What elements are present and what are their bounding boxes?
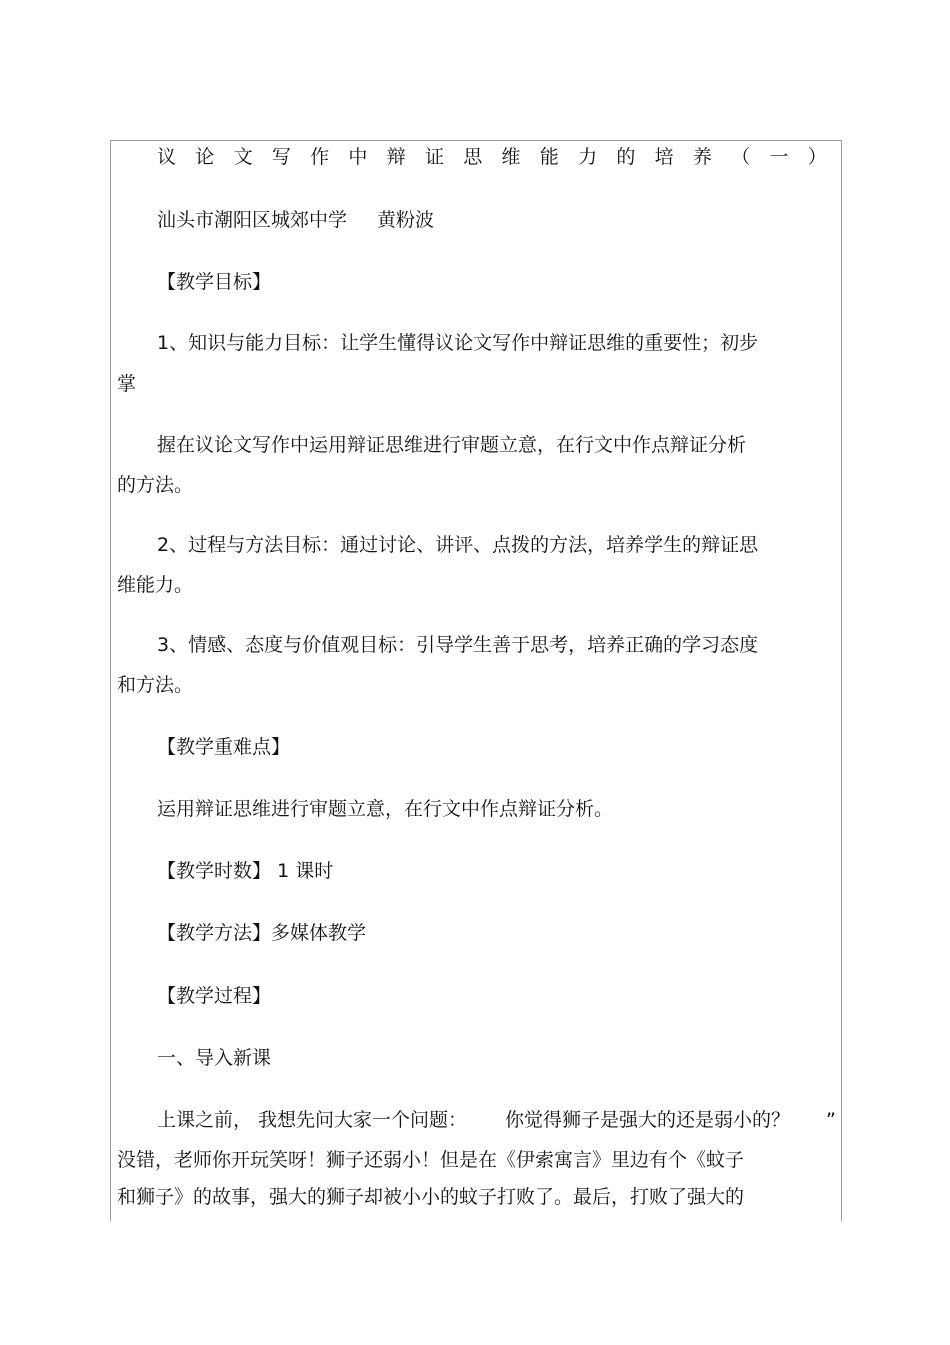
goal1-line2: 掌 [117,373,137,395]
goal1-line3: 握在议论文写作中运用辩证思维进行审题立意，在行文中作点辩证分析 [157,434,747,456]
title-char: 的 [616,146,636,168]
title-char: 辩 [386,146,406,168]
heading-teaching-process: 【教学过程】 [157,985,272,1007]
para1-question: 你觉得狮子是强大的还是弱小的？ [505,1109,791,1131]
teaching-hours-line [157,859,333,883]
para1-line1-start: 上课之前， 我想先问大家一个问题： [157,1109,468,1131]
title-char: （ [731,146,751,168]
heading-teaching-method: 【教学方法】 [157,922,272,944]
title-char: 论 [195,146,215,168]
title-char: ） [807,146,827,168]
key-points-text: 运用辩证思维进行审题立意，在行文中作点辩证分析。 [157,798,614,820]
title-char: 养 [692,146,712,168]
title-char: 证 [424,146,444,168]
author-line [157,208,434,232]
para1-close-quote: ” [826,1109,836,1131]
title-char: 培 [654,146,674,168]
author-name: 黄粉波 [377,209,435,231]
title-char: 维 [501,146,521,168]
title-char: 力 [578,146,598,168]
goal2-line2: 维能力。 [117,574,194,596]
title-char: 文 [233,146,253,168]
title-char: 作 [310,146,330,168]
document-title [157,145,827,169]
goal3-line1: 3、情感、态度与价值观目标：引导学生善于思考，培养正确的学习态度 [157,634,759,656]
heading-key-points: 【教学重难点】 [157,736,291,758]
title-char: 写 [271,146,291,168]
para1-line3: 和狮子》的故事，强大的狮子却被小小的蚊子打败了。最后，打败了强大的 [117,1186,745,1208]
heading-teaching-goals: 【教学目标】 [157,271,272,293]
section-intro-heading: 一、导入新课 [157,1047,272,1069]
title-char: 一 [769,146,789,168]
title-char: 能 [539,146,559,168]
title-char: 中 [348,146,368,168]
goal2-line1: 2、过程与方法目标：通过讨论、讲评、点拨的方法，培养学生的辩证思 [157,534,759,556]
goal1-line1: 1、知识与能力目标：让学生懂得议论文写作中辩证思维的重要性；初步 [157,332,759,354]
goal3-line2: 和方法。 [117,674,194,696]
teaching-method-line [157,921,366,945]
para1-line2: 没错，老师你开玩笑呀！狮子还弱小！但是在《伊索寓言》里边有个《蚊子 [117,1149,745,1171]
author-school: 汕头市潮阳区城郊中学 [157,209,348,231]
title-char: 思 [463,146,483,168]
teaching-hours-value: 1 课时 [277,860,334,882]
heading-teaching-hours: 【教学时数】 [157,860,272,882]
goal1-line4: 的方法。 [117,474,194,496]
teaching-method-value: 多媒体教学 [271,922,367,944]
title-char: 议 [157,146,177,168]
